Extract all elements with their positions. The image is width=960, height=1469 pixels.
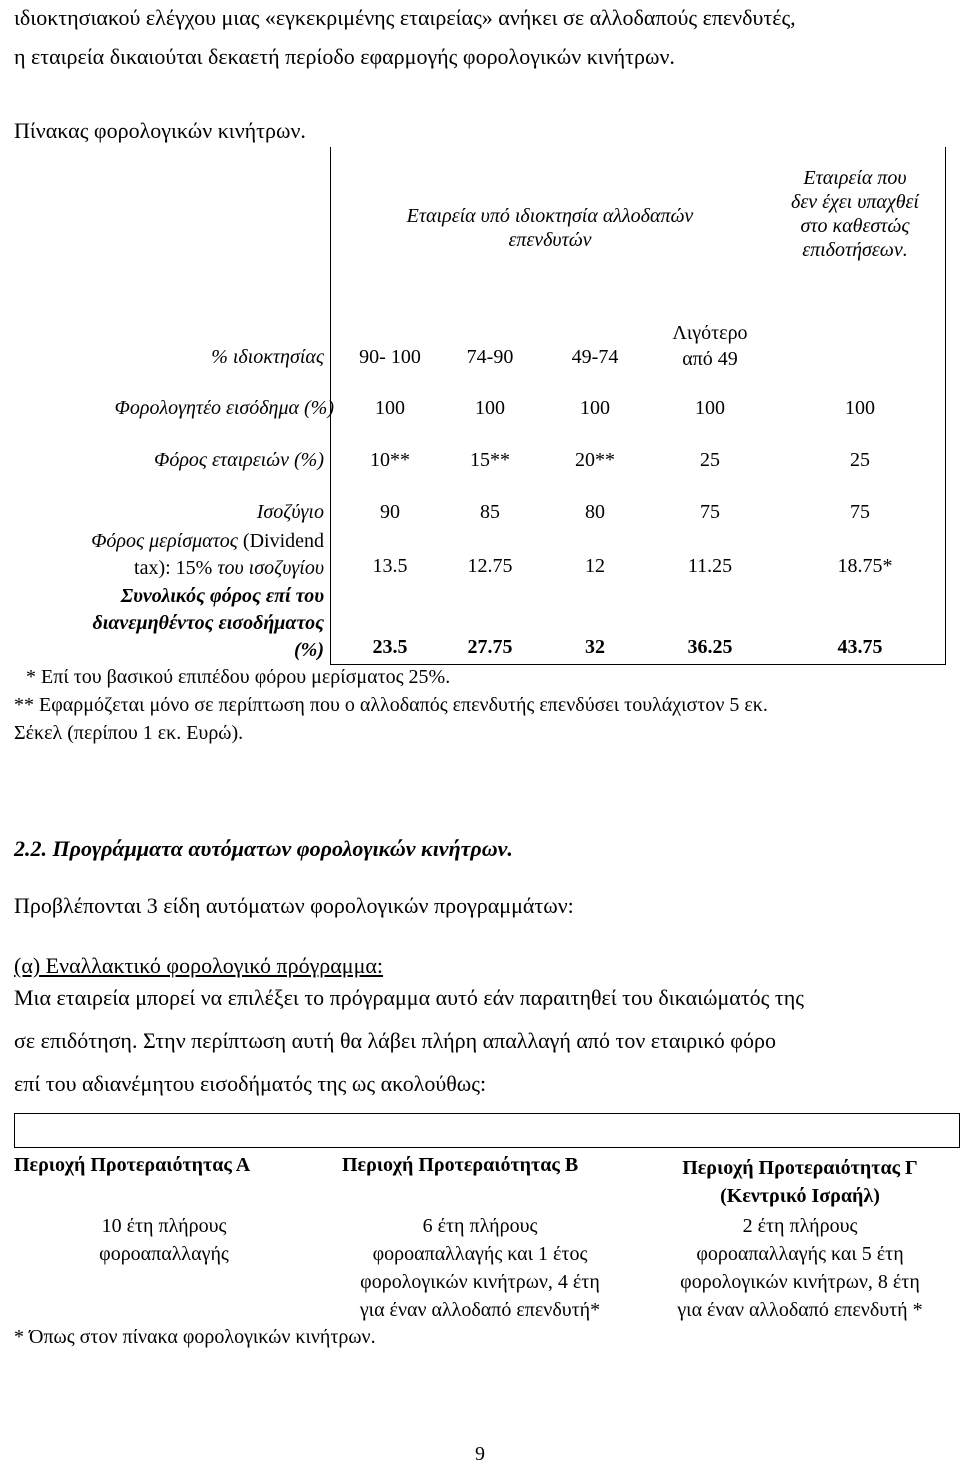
total-tax-label-line-2: διανεμηθέντος εισοδήματος: [92, 612, 324, 634]
header-foreign-line-1: Εταιρεία υπό ιδιοκτησία αλλοδαπών: [406, 205, 694, 227]
dividend-tax-cell: 12: [585, 555, 605, 577]
priority-cell-b-line: για έναν αλλοδαπό επενδυτή*: [359, 1299, 601, 1321]
ownership-range-1: 90- 100: [359, 346, 421, 368]
dividend-label-line-2: [14, 555, 324, 582]
intro-line-1: ιδιοκτησιακού ελέγχου μιας «εγκεκριμένης εταιρείας» ανήκει σε αλλοδαπούς επενδυτές,: [14, 5, 796, 30]
header-no-subsidy-line-3: στο καθεστώς: [800, 215, 910, 237]
header-no-subsidy: [770, 166, 940, 262]
header-foreign-line-2: επενδυτών: [508, 229, 592, 251]
ownership-label: % ιδιοκτησίας: [211, 346, 324, 368]
section-subheading: (α) Εναλλακτικό φορολογικό πρόγραμμα:: [14, 953, 384, 978]
corporate-tax-cell: 15**: [470, 449, 510, 471]
total-tax-cell: 27.75: [467, 636, 513, 658]
priority-cell-b: [330, 1212, 630, 1324]
balance-cell: 75: [850, 501, 870, 523]
dividend-tax-cell: 13.5: [372, 555, 408, 577]
dividend-label-italic-1: Φόρος μερίσματος: [91, 530, 238, 552]
taxable-income-cell: 100: [580, 397, 610, 419]
priority-cell-b-line: φοροαπαλλαγής και 1 έτος: [372, 1243, 588, 1265]
dividend-tax-cell: 11.25: [687, 555, 733, 577]
row-label-corporate-tax: Φόρος εταιρειών (%): [154, 449, 324, 471]
priority-header-b: Περιοχή Προτεραιότητας Β: [342, 1154, 579, 1176]
page-number: 9: [475, 1443, 485, 1465]
section-paragraph-2-line-1: Μια εταιρεία μπορεί να επιλέξει το πρόγραμμα αυτό εάν παραιτηθεί του δικαιώματός της: [14, 985, 804, 1010]
priority-cell-c: [646, 1212, 954, 1324]
header-no-subsidy-line-4: επιδοτήσεων.: [802, 239, 908, 261]
taxable-income-cell: 100: [845, 397, 875, 419]
dividend-label-italic-2: του ισοζυγίου: [212, 557, 324, 579]
priority-cell-c-line: φορολογικών κινήτρων, 8 έτη: [680, 1271, 920, 1293]
ownership-range-4-line-2: από 49: [682, 348, 738, 370]
total-tax-cell: 36.25: [687, 636, 733, 658]
priority-cell-c-line: για έναν αλλοδαπό επενδυτή *: [677, 1299, 923, 1321]
priority-cell-a: [14, 1212, 314, 1268]
table-footnote-1: * Επί του βασικού επιπέδου φόρου μερίσματος 25%.: [26, 666, 451, 688]
ownership-range-4-line-1: Λιγότερο: [672, 322, 748, 344]
header-foreign-owned: [360, 204, 740, 252]
priority-table-footnote: * Όπως στον πίνακα φορολογικών κινήτρων.: [14, 1326, 376, 1348]
priority-cell-b-line: φορολογικών κινήτρων, 4 έτη: [360, 1271, 600, 1293]
priority-header-c-line-1: Περιοχή Προτεραιότητας Γ: [682, 1157, 918, 1179]
ownership-range-2: 74-90: [466, 346, 514, 368]
table-right-border: [945, 147, 946, 665]
dividend-label-plain-2: tax): 15%: [134, 557, 213, 579]
intro-line-2: η εταιρεία δικαιούται δεκαετή περίοδο εφαρμογής φορολογικών κινήτρων.: [14, 44, 675, 69]
corporate-tax-cell: 10**: [370, 449, 410, 471]
section-heading: 2.2. Προγράμματα αυτόματων φορολογικών κινήτρων.: [14, 836, 513, 861]
priority-header-a: Περιοχή Προτεραιότητας Α: [14, 1154, 251, 1176]
ownership-range-4: [655, 320, 765, 372]
table-bottom-border: [330, 664, 946, 665]
priority-table-top-border: [14, 1113, 960, 1114]
taxable-income-cell: 100: [695, 397, 725, 419]
taxable-income-cell: 100: [375, 397, 405, 419]
table-footnote-2: ** Εφαρμόζεται μόνο σε περίπτωση που ο αλλοδαπός επενδυτής επενδύσει τουλάχιστον 5 εκ.: [14, 694, 768, 716]
header-no-subsidy-line-2: δεν έχει υπαχθεί: [791, 191, 919, 213]
priority-cell-c-line: φοροαπαλλαγής και 5 έτη: [696, 1243, 904, 1265]
balance-cell: 90: [380, 501, 400, 523]
total-tax-label-line-3: (%): [294, 639, 324, 661]
section-paragraph-1: Προβλέπονται 3 είδη αυτόματων φορολογικών προγραμμάτων:: [14, 893, 574, 918]
priority-cell-b-line: 6 έτη πλήρους: [422, 1215, 538, 1237]
priority-cell-a-line: φοροαπαλλαγής: [99, 1243, 229, 1265]
table-caption: Πίνακας φορολογικών κινήτρων.: [14, 118, 306, 143]
balance-cell: 80: [585, 501, 605, 523]
priority-cell-c-line: 2 έτη πλήρους: [742, 1215, 858, 1237]
dividend-tax-cell: 12.75: [467, 555, 513, 577]
dividend-label-line-1: [14, 528, 324, 555]
priority-table-header-rule: [14, 1147, 960, 1148]
dividend-tax-cell: 18.75*: [837, 555, 893, 577]
total-tax-cell: 23.5: [372, 636, 408, 658]
dividend-label-plain-1: (Dividend: [237, 530, 324, 552]
row-label-dividend-tax: [14, 528, 324, 582]
corporate-tax-cell: 25: [850, 449, 870, 471]
section-paragraph-2-line-3: επί του αδιανέμητου εισοδήματός της ως ακολούθως:: [14, 1071, 487, 1096]
taxable-income-cell: 100: [475, 397, 505, 419]
priority-table-left-border: [14, 1113, 15, 1148]
table-footnote-3: Σέκελ (περίπου 1 εκ. Ευρώ).: [14, 722, 244, 744]
section-paragraph-2-line-2: σε επιδότηση. Στην περίπτωση αυτή θα λάβει πλήρη απαλλαγή από τον εταιρικό φόρο: [14, 1028, 776, 1053]
row-label-balance: Ισοζύγιο: [256, 501, 324, 523]
balance-cell: 75: [700, 501, 720, 523]
row-label-taxable-income: Φορολογητέο εισόδημα (%): [114, 397, 334, 419]
corporate-tax-cell: 25: [700, 449, 720, 471]
row-label-total-tax: [14, 583, 324, 664]
priority-cell-a-line: 10 έτη πλήρους: [101, 1215, 227, 1237]
total-tax-cell: 32: [585, 636, 605, 658]
header-no-subsidy-line-1: Εταιρεία που: [803, 167, 907, 189]
total-tax-label-line-1: Συνολικός φόρος επί του: [120, 585, 324, 607]
ownership-range-3: 49-74: [571, 346, 619, 368]
balance-cell: 85: [480, 501, 500, 523]
total-tax-cell: 43.75: [837, 636, 883, 658]
priority-header-c-line-2: (Κεντρικό Ισραήλ): [720, 1185, 880, 1207]
corporate-tax-cell: 20**: [575, 449, 615, 471]
priority-header-c: [644, 1154, 956, 1210]
